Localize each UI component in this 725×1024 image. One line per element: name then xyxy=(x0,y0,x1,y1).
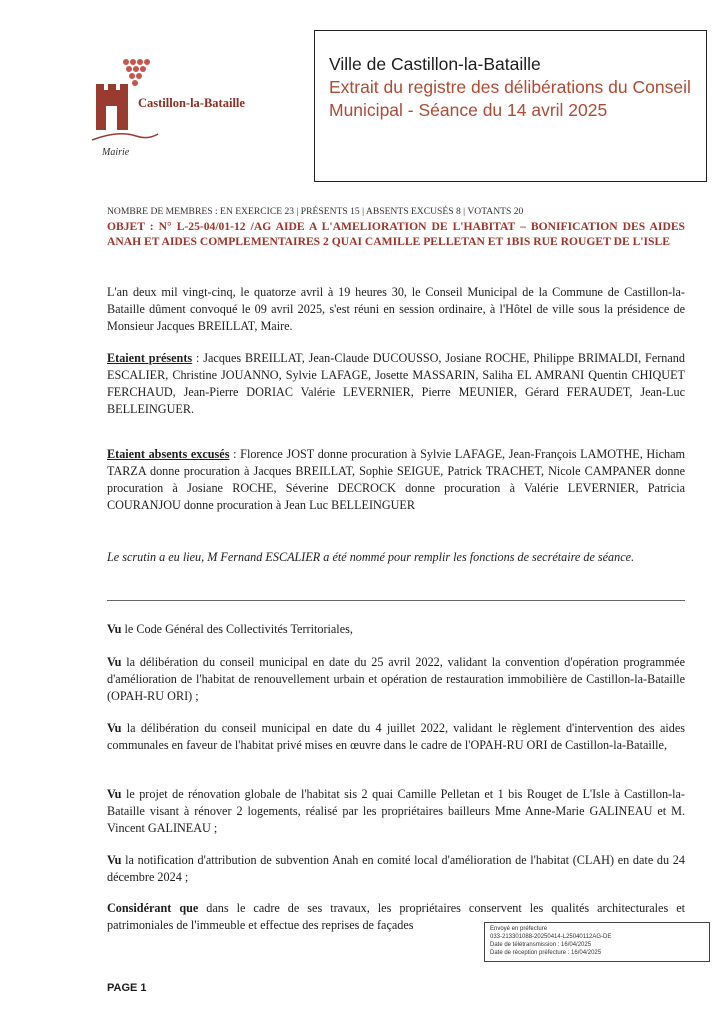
consideration-text: la délibération du conseil municipal en date du 4 juillet 2022, validant le règlement d'intervention des aides communales en faveur de l'habitat privé mises en œuvre dans le cadre de l'OPAH-RU ORI de Castillon-la-Bataille, xyxy=(107,721,685,752)
logo-town-name: Castillon-la-Bataille xyxy=(138,96,245,110)
title-box xyxy=(314,30,707,182)
consideration-3 xyxy=(107,720,685,754)
present-label: Etaient présents xyxy=(107,351,193,365)
stamp-line: Date de télétransmission : 16/04/2025 xyxy=(490,942,592,948)
consideration-lead: Vu xyxy=(107,853,122,867)
consideration-lead: Vu xyxy=(107,622,122,636)
consideration-lead: Vu xyxy=(107,655,122,669)
section-divider xyxy=(107,600,685,601)
consideration-lead: Vu xyxy=(107,721,122,735)
absent-members xyxy=(107,446,685,514)
consideration-lead: Considérant que xyxy=(107,901,199,915)
consideration-1 xyxy=(107,621,685,638)
stamp-line: Date de réception préfecture : 16/04/2025 xyxy=(490,950,602,956)
prefecture-stamp xyxy=(484,922,710,962)
consideration-text: le projet de rénovation globale de l'habitat sis 2 quai Camille Pelletan et 1 bis Rouget de L'Isle à Castillon-la-Bataille visant à rénover 2 logements, réalisé par les propriétaires bailleurs Mme Anne-Marie GALINEAU et M. Vincent GALINEAU ; xyxy=(107,787,685,835)
deliberation-object: OBJET : N° L-25-04/01-12 /AG AIDE A L'AMELIORATION DE L'HABITAT – BONIFICATION DES AIDES ANAH ET AIDES COMPLEMENTAIRES 2 QUAI CAMILLE PELLETAN ET 1BIS RUE ROUGET DE L'ISLE xyxy=(107,220,685,248)
consideration-text: le Code Général des Collectivités Territoriales, xyxy=(121,622,353,636)
consideration-4 xyxy=(107,786,685,837)
stamp-line: 033-213301088-20250414-L25040112AG-DE xyxy=(490,934,612,940)
city-title: Ville de Castillon-la-Bataille xyxy=(329,54,541,74)
absent-list: : Florence JOST donne procuration à Sylvie LAFAGE, Jean-François LAMOTHE, Hicham TARZA donne procuration à Jacques BREILLAT, Sophie SEIGUE, Patrick TRACHET, Nicole CAMPANER donne procuration à Josiane ROCHE, Séverine DECROCK donne procuration à Valérie LEVERNIER, Patricia COURANJOU donne procuration à Jean Luc BELLEINGUER xyxy=(107,447,685,512)
consideration-5 xyxy=(107,852,685,886)
stamp-line: Envoyé en préfecture xyxy=(490,926,548,932)
consideration-text: la notification d'attribution de subvention Anah en comité local d'amélioration de l'habitat (CLAH) en date du 24 décembre 2024 ; xyxy=(107,853,685,884)
extract-title: Extrait du registre des délibérations du Conseil Municipal - Séance du 14 avril 2025 xyxy=(329,77,691,120)
secretary-note: Le scrutin a eu lieu, M Fernand ESCALIER a été nommé pour remplir les fonctions de secrétaire de séance. xyxy=(107,550,635,564)
consideration-lead: Vu xyxy=(107,787,122,801)
present-list: : Jacques BREILLAT, Jean-Claude DUCOUSSO, Josiane ROCHE, Philippe BRIMALDI, Fernand ESCALIER, Christine JOUANNO, Sylvie LAFAGE, Josette MASSARIN, Saliha EL AMRANI Quentin CHIQUET FERCHAUD, Jean-Pierre DORIAC Valérie LEVERNIER, Pierre MEUNIER, Gérard FERAUDET, Jean-Luc BELLEINGUER. xyxy=(107,351,685,416)
page-number: PAGE 1 xyxy=(107,982,147,994)
members-count-line: NOMBRE DE MEMBRES : EN EXERCICE 23 | PRÉSENTS 15 | ABSENTS EXCUSÉS 8 | VOTANTS 20 xyxy=(107,206,524,217)
consideration-text: dans le cadre de ses travaux, les propriétaires conservent les qualités architecturales et patrimoniales de l'immeuble et effectue des reprises de façades xyxy=(107,901,685,932)
present-members xyxy=(107,350,685,418)
logo-mairie-label: Mairie xyxy=(102,147,130,158)
consideration-text: la délibération du conseil municipal en date du 25 avril 2022, validant la convention d'opération programmée d'amélioration de l'habitat de renouvellement urbain et opération de restauration immobilière de Castillon-la-Bataille (OPAH-RU ORI) ; xyxy=(107,655,685,703)
consideration-2 xyxy=(107,654,685,705)
session-intro: L'an deux mil vingt-cinq, le quatorze avril à 19 heures 30, le Conseil Municipal de la Commune de Castillon-la-Bataille dûment convoqué le 09 avril 2025, s'est réuni en session ordinaire, à l'Hôtel de ville sous la présidence de Monsieur Jacques BREILLAT, Maire. xyxy=(107,285,685,333)
absent-label: Etaient absents excusés xyxy=(107,447,230,461)
